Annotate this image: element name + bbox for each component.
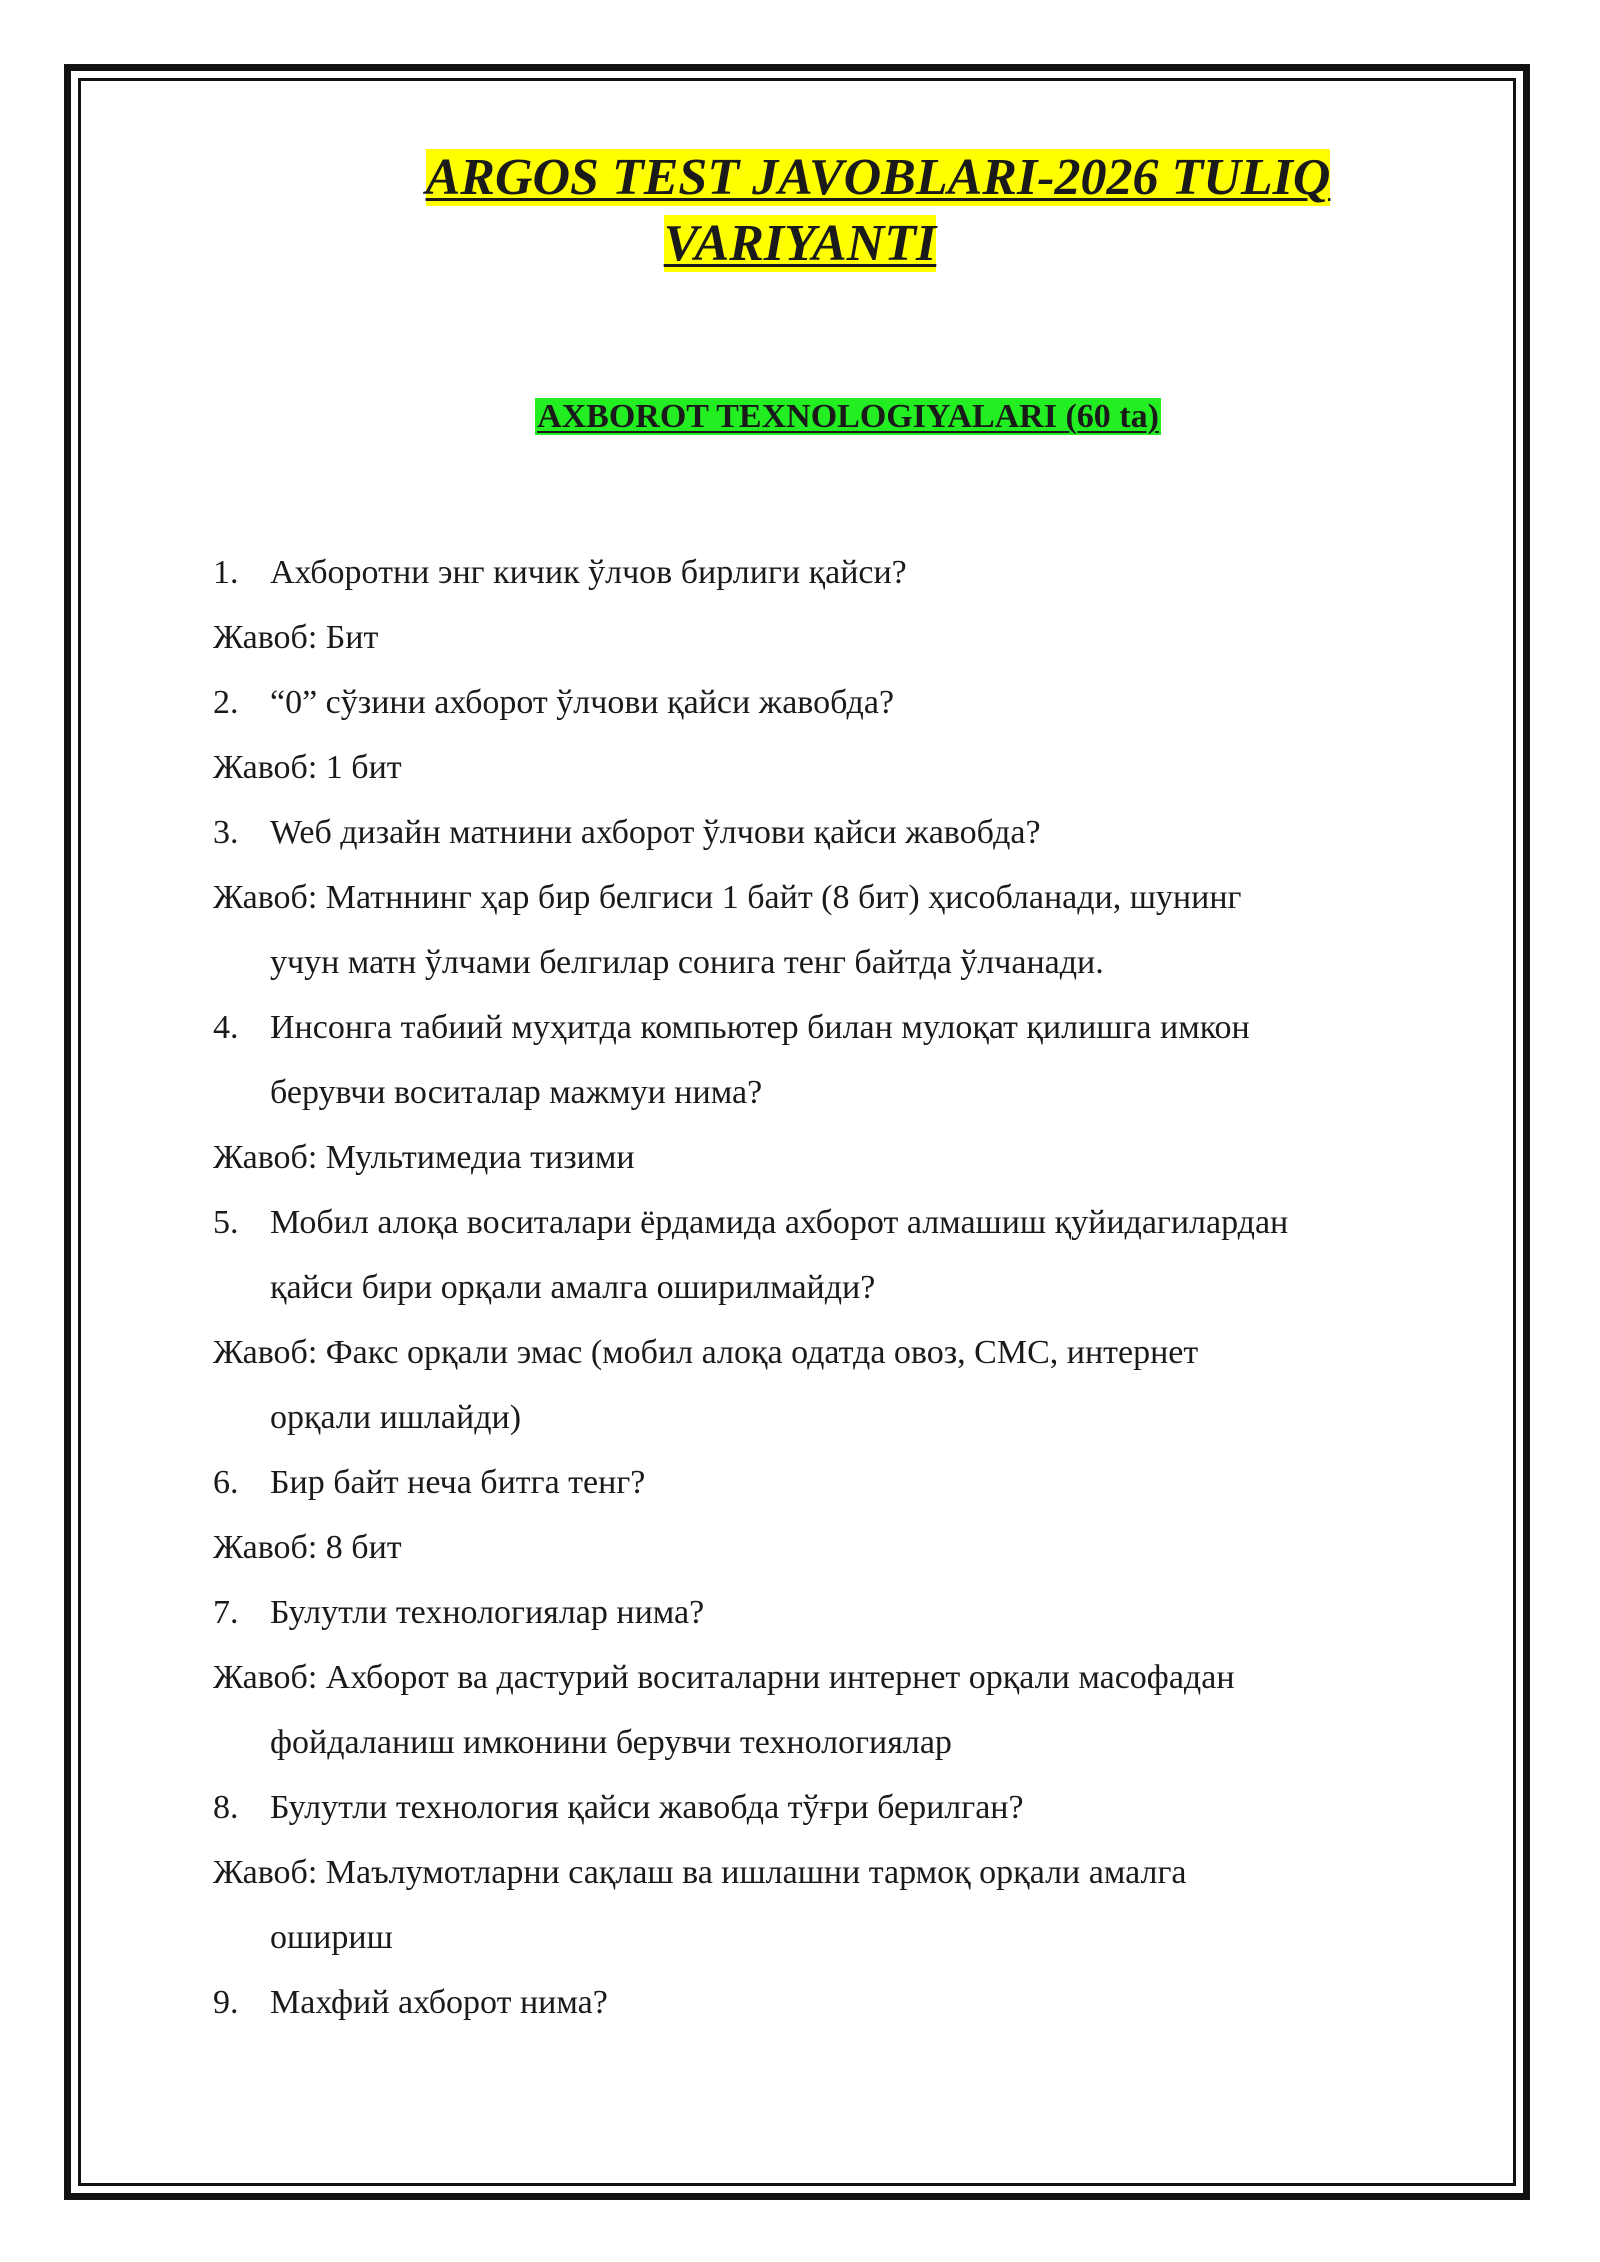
answer-label: Жавоб: — [213, 1334, 326, 1371]
question-line — [213, 995, 1413, 1060]
answer-text: Факс орқали эмас (мобил алоқа одатда овоз, СМС, интернет — [325, 1334, 1199, 1371]
question-text: Булутли технологиялар нима? — [270, 1594, 705, 1631]
question-line — [213, 1970, 1413, 2035]
question-text: Махфий ахборот нима? — [270, 1984, 608, 2021]
question-text: Weб дизайн матнини ахборот ўлчови қайси жавобда? — [270, 814, 1041, 851]
question-number: 7. — [213, 1594, 239, 1631]
answer-label: Жавоб: — [213, 619, 326, 656]
answer-text: Бит — [325, 619, 379, 656]
answer-line — [213, 1905, 1413, 1970]
question-line — [213, 1060, 1413, 1125]
question-text: берувчи воситалар мажмуи нима? — [270, 1074, 763, 1111]
answer-label: Жавоб: — [213, 1659, 326, 1696]
answer-line — [213, 1320, 1413, 1385]
question-line — [213, 800, 1413, 865]
question-text: Булутли технология қайси жавобда тўғри берилган? — [270, 1789, 1024, 1826]
answer-text: учун матн ўлчами белгилар сонига тенг байтда ўлчанади. — [270, 944, 1104, 981]
answer-text: Маълумотларни сақлаш ва ишлашни тармоқ орқали амалга — [325, 1854, 1187, 1891]
answer-label: Жавоб: — [213, 1529, 326, 1566]
question-line — [213, 1255, 1413, 1320]
answer-line — [213, 605, 1413, 670]
question-line — [213, 1775, 1413, 1840]
question-number: 1. — [213, 554, 239, 591]
answer-line — [213, 1385, 1413, 1450]
answer-label: Жавоб: — [213, 1139, 326, 1176]
question-line — [213, 1450, 1413, 1515]
title-line-1: ARGOS TEST JAVOBLARI-2026 TULIQ — [425, 149, 1331, 206]
answer-line — [213, 865, 1413, 930]
question-number: 5. — [213, 1204, 239, 1241]
question-number: 3. — [213, 814, 239, 851]
answer-line — [213, 1710, 1413, 1775]
question-text: қайси бири орқали амалга оширилмайди? — [270, 1269, 876, 1306]
question-text: Ахборотни энг кичик ўлчов бирлиги қайси? — [270, 554, 907, 591]
answer-line — [213, 1125, 1413, 1190]
answer-text: 1 бит — [325, 749, 402, 786]
question-text: “0” сўзини ахборот ўлчови қайси жавобда? — [270, 684, 895, 721]
answer-line — [213, 1840, 1413, 1905]
answer-label: Жавоб: — [213, 1854, 326, 1891]
answer-text: Матннинг ҳар бир белгиси 1 байт (8 бит) ҳисобланади, шунинг — [325, 879, 1242, 916]
question-text: Бир байт неча битга тенг? — [270, 1464, 646, 1501]
question-text: Инсонга табиий муҳитда компьютер билан мулоқат қилишга имкон — [270, 1009, 1250, 1046]
answer-line — [213, 930, 1413, 995]
question-number: 6. — [213, 1464, 239, 1501]
answer-text: фойдаланиш имконини берувчи технологиялар — [270, 1724, 952, 1761]
question-line — [213, 1580, 1413, 1645]
question-answer-list — [213, 540, 1413, 2035]
question-line — [213, 1190, 1413, 1255]
answer-line — [213, 1645, 1413, 1710]
question-line — [213, 670, 1413, 735]
question-number: 4. — [213, 1009, 239, 1046]
answer-text: Ахборот ва дастурий воситаларни интернет орқали масофадан — [325, 1659, 1235, 1696]
question-number: 2. — [213, 684, 239, 721]
question-line — [213, 540, 1413, 605]
title-line-2: VARIYANTI — [663, 215, 937, 272]
answer-text: ошириш — [270, 1919, 393, 1956]
answer-text: 8 бит — [325, 1529, 402, 1566]
section-heading — [0, 397, 1600, 437]
question-text: Мобил алоқа воситалари ёрдамида ахборот алмашиш қуйидагилардан — [270, 1204, 1289, 1241]
answer-text: Мультимедиа тизими — [325, 1139, 635, 1176]
answer-label: Жавоб: — [213, 879, 326, 916]
answer-label: Жавоб: — [213, 749, 326, 786]
document-title — [0, 150, 1600, 282]
question-number: 8. — [213, 1789, 239, 1826]
answer-text: орқали ишлайди) — [270, 1399, 522, 1436]
question-number: 9. — [213, 1984, 239, 2021]
answer-line — [213, 1515, 1413, 1580]
answer-line — [213, 735, 1413, 800]
section-heading-text: AXBOROT TEXNOLOGIYALARI (60 ta) — [537, 398, 1159, 435]
